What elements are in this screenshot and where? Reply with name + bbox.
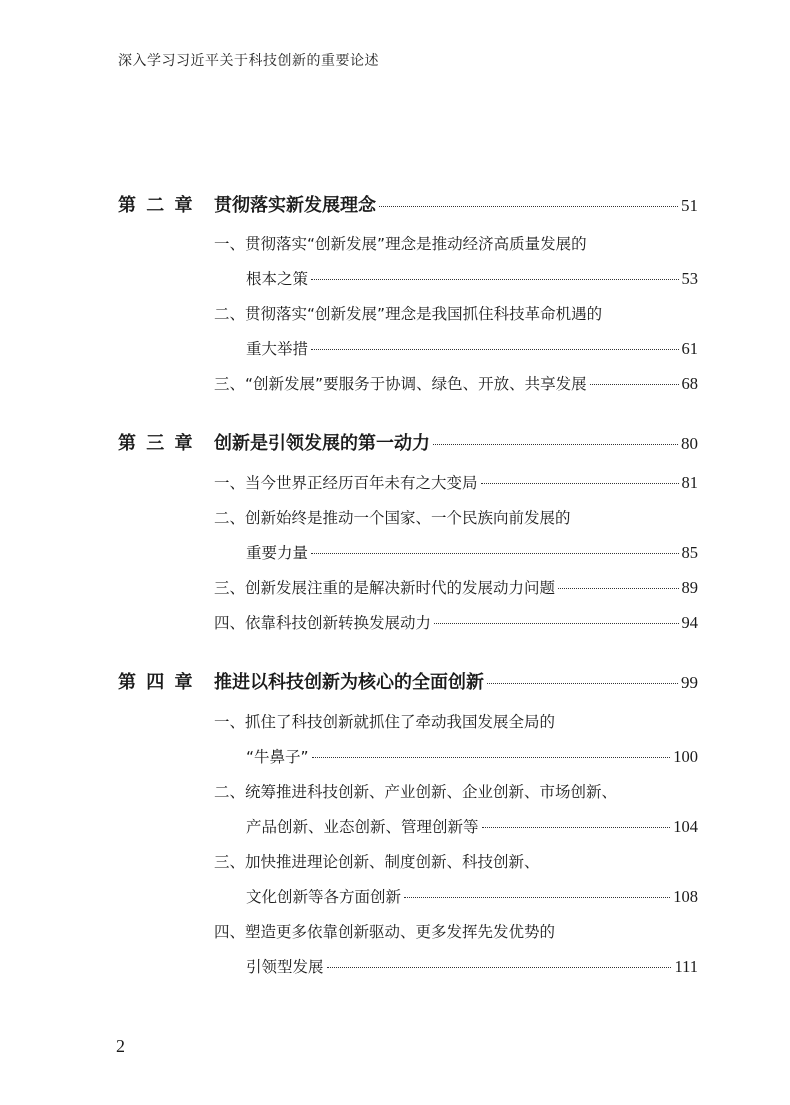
toc-section-continued[interactable] — [246, 885, 698, 907]
dot-leader — [311, 279, 678, 280]
page-number: 100 — [673, 747, 698, 766]
section-prefix: 三、 — [214, 579, 246, 597]
footer-page-number: 2 — [116, 1036, 125, 1056]
page-number: 111 — [674, 957, 698, 976]
section-title: 依靠科技创新转换发展动力 — [245, 614, 432, 632]
section-prefix: 三、 — [214, 853, 246, 871]
running-header: 深入学习习近平关于科技创新的重要论述 — [118, 53, 379, 69]
dot-leader — [404, 897, 670, 898]
section-title-continued: 产品创新、业态创新、管理创新等 — [246, 818, 479, 836]
toc-section[interactable] — [214, 471, 698, 493]
section-prefix: 一、 — [214, 235, 246, 253]
section-title: “创新发展”要服务于协调、绿色、开放、共享发展 — [245, 375, 587, 393]
toc-section[interactable] — [214, 302, 698, 324]
page-number: 104 — [673, 817, 698, 836]
page-number: 85 — [681, 543, 698, 562]
page-number: 61 — [681, 339, 698, 358]
dot-leader — [433, 444, 678, 445]
toc-section-continued[interactable] — [246, 745, 698, 767]
section-prefix: 二、 — [214, 305, 246, 323]
section-title-continued: 根本之策 — [246, 270, 309, 288]
toc-section[interactable] — [214, 710, 698, 732]
toc-section[interactable] — [214, 611, 698, 633]
section-prefix: 四、 — [214, 923, 246, 941]
page-number: 68 — [681, 374, 698, 393]
toc-chapter-2[interactable] — [118, 191, 698, 217]
section-prefix: 四、 — [214, 614, 246, 632]
section-prefix: 一、 — [214, 474, 246, 492]
section-title: 创新始终是推动一个国家、一个民族向前发展的 — [245, 509, 571, 527]
toc-section[interactable] — [214, 920, 698, 942]
chapter-number: 第 三 章 — [118, 433, 195, 454]
dot-leader — [558, 588, 678, 589]
section-title: 抓住了科技创新就抓住了牵动我国发展全局的 — [245, 713, 556, 731]
dot-leader — [379, 206, 678, 207]
toc-section[interactable] — [214, 372, 698, 394]
toc-section-continued[interactable] — [246, 815, 698, 837]
section-prefix: 三、 — [214, 375, 246, 393]
dot-leader — [481, 483, 679, 484]
section-title-continued: 重要力量 — [246, 544, 309, 562]
page-number: 81 — [681, 473, 698, 492]
chapter-title: 推进以科技创新为核心的全面创新 — [214, 672, 484, 693]
section-title: 塑造更多依靠创新驱动、更多发挥先发优势的 — [245, 923, 556, 941]
dot-leader — [487, 683, 678, 684]
page-number: 80 — [681, 434, 698, 453]
section-title-continued: “牛鼻子” — [246, 748, 309, 766]
toc-section-continued[interactable] — [246, 337, 698, 359]
chapter-number: 第 四 章 — [118, 672, 195, 693]
toc-section-continued[interactable] — [246, 955, 698, 977]
section-title: 创新发展注重的是解决新时代的发展动力问题 — [245, 579, 556, 597]
toc-section[interactable] — [214, 780, 698, 802]
toc-section[interactable] — [214, 232, 698, 254]
toc-section-continued[interactable] — [246, 541, 698, 563]
dot-leader — [434, 623, 678, 624]
page-number: 94 — [681, 613, 698, 632]
chapter-title: 创新是引领发展的第一动力 — [214, 433, 430, 454]
dot-leader — [590, 384, 679, 385]
section-title-continued: 文化创新等各方面创新 — [246, 888, 402, 906]
page-number: 51 — [681, 196, 698, 215]
toc-section[interactable] — [214, 506, 698, 528]
section-title: 统筹推进科技创新、产业创新、企业创新、市场创新、 — [245, 783, 618, 801]
section-title: 当今世界正经历百年未有之大变局 — [245, 474, 478, 492]
section-title: 贯彻落实“创新发展”理念是我国抓住科技革命机遇的 — [245, 305, 603, 323]
chapter-title: 贯彻落实新发展理念 — [214, 195, 376, 216]
dot-leader — [312, 757, 671, 758]
toc-section-continued[interactable] — [246, 267, 698, 289]
section-title-continued: 引领型发展 — [246, 958, 324, 976]
dot-leader — [482, 827, 671, 828]
page-number: 108 — [673, 887, 698, 906]
dot-leader — [311, 553, 678, 554]
toc-section[interactable] — [214, 576, 698, 598]
page-number: 99 — [681, 673, 698, 692]
dot-leader — [327, 967, 672, 968]
section-prefix: 二、 — [214, 783, 246, 801]
page-number: 89 — [681, 578, 698, 597]
toc-chapter-3[interactable] — [118, 429, 698, 455]
section-prefix: 二、 — [214, 509, 246, 527]
toc-section[interactable] — [214, 850, 698, 872]
section-title: 加快推进理论创新、制度创新、科技创新、 — [245, 853, 540, 871]
section-title: 贯彻落实“创新发展”理念是推动经济高质量发展的 — [245, 235, 587, 253]
page-number: 53 — [681, 269, 698, 288]
toc-chapter-4[interactable] — [118, 668, 698, 694]
chapter-number: 第 二 章 — [118, 195, 195, 216]
section-title-continued: 重大举措 — [246, 340, 309, 358]
section-prefix: 一、 — [214, 713, 246, 731]
dot-leader — [311, 349, 678, 350]
